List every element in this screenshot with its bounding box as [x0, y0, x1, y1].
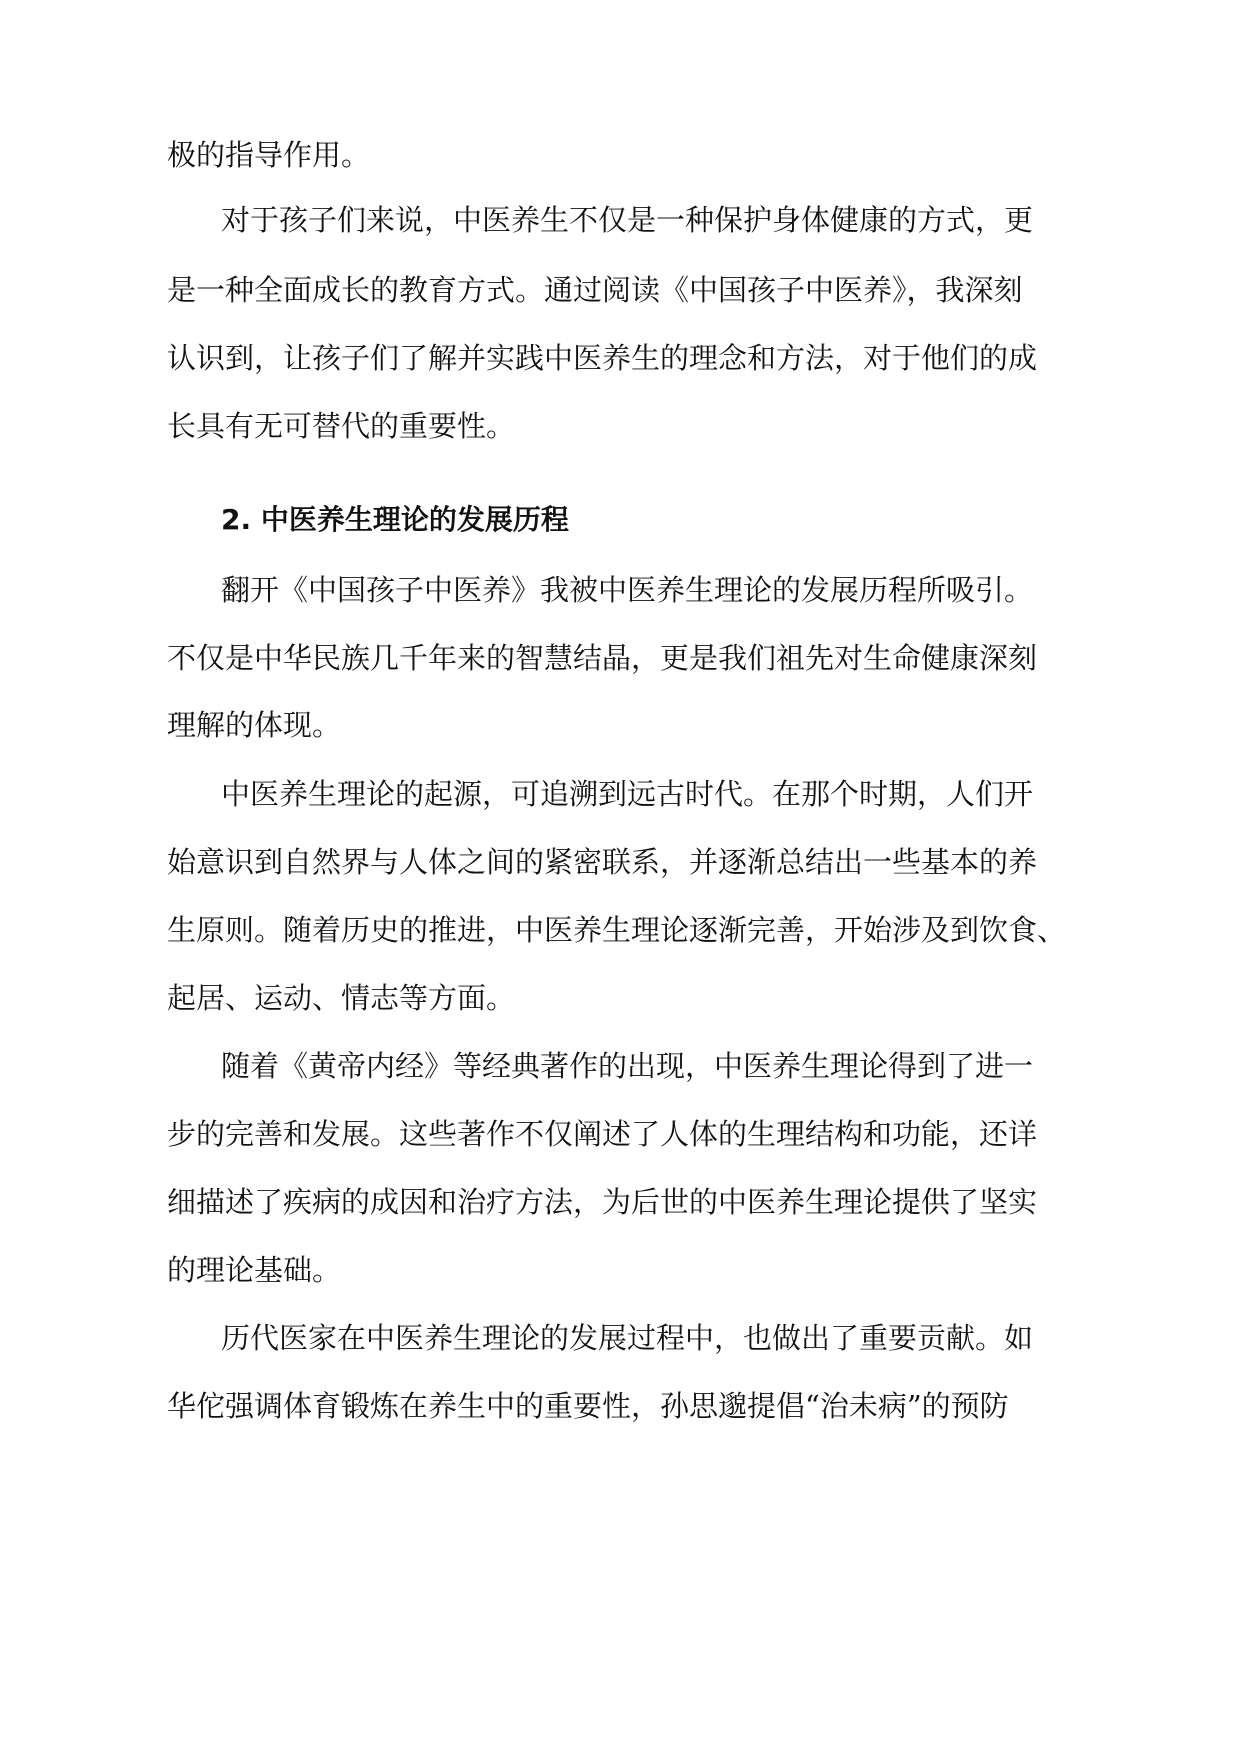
line-text: 长具有无可替代的重要性。 [167, 409, 516, 443]
paragraph-line [0, 695, 1241, 755]
paragraph-line [0, 628, 1241, 688]
paragraph-line [0, 190, 1241, 250]
paragraph-line [0, 1308, 1241, 1368]
line-text: 极的指导作用。 [167, 138, 371, 172]
line-text: 是一种全面成长的教育方式。通过阅读《中国孩子中医养》，我深刻 [167, 273, 1023, 307]
line-text: 生原则。随着历史的推进，中医养生理论逐渐完善，开始涉及到饮食、 [167, 913, 1067, 947]
section-heading [0, 490, 1241, 550]
line-text: 华佗强调体育锻炼在养生中的重要性，孙思邈提倡“治未病”的预防 [167, 1389, 1009, 1423]
line-text: 中医养生理论的起源，可追溯到远古时代。在那个时期，人们开 [221, 777, 1034, 811]
line-text: 理解的体现。 [167, 708, 342, 742]
paragraph-line [0, 832, 1241, 892]
line-text: 翻开《中国孩子中医养》我被中医养生理论的发展历程所吸引。 [221, 573, 1034, 607]
paragraph-line [0, 396, 1241, 456]
line-text: 对于孩子们来说，中医养生不仅是一种保护身体健康的方式，更 [221, 203, 1034, 237]
paragraph-line [0, 764, 1241, 824]
line-text: 细描述了疾病的成因和治疗方法，为后世的中医养生理论提供了坚实 [167, 1185, 1038, 1219]
line-text: 随着《黄帝内经》等经典著作的出现，中医养生理论得到了进一 [221, 1049, 1034, 1083]
paragraph-line [0, 1376, 1241, 1436]
line-text: 历代医家在中医养生理论的发展过程中，也做出了重要贡献。如 [221, 1321, 1034, 1355]
paragraph-line [0, 560, 1241, 620]
line-text: 起居、运动、情志等方面。 [167, 981, 516, 1015]
line-text: 不仅是中华民族几千年来的智慧结晶，更是我们祖先对生命健康深刻 [167, 641, 1038, 675]
paragraph-line [0, 260, 1241, 320]
line-text: 的理论基础。 [167, 1253, 342, 1287]
heading-text: 2. 中医养生理论的发展历程 [221, 503, 569, 536]
paragraph-line [0, 968, 1241, 1028]
paragraph-line [0, 1104, 1241, 1164]
paragraph-line [0, 900, 1241, 960]
paragraph-line [0, 125, 1241, 185]
line-text: 认识到，让孩子们了解并实践中医养生的理念和方法，对于他们的成 [167, 341, 1038, 375]
paragraph-line [0, 1240, 1241, 1300]
paragraph-line [0, 328, 1241, 388]
line-text: 步的完善和发展。这些著作不仅阐述了人体的生理结构和功能，还详 [167, 1117, 1038, 1151]
paragraph-line [0, 1036, 1241, 1096]
paragraph-line [0, 1172, 1241, 1232]
line-text: 始意识到自然界与人体之间的紧密联系，并逐渐总结出一些基本的养 [167, 845, 1038, 879]
